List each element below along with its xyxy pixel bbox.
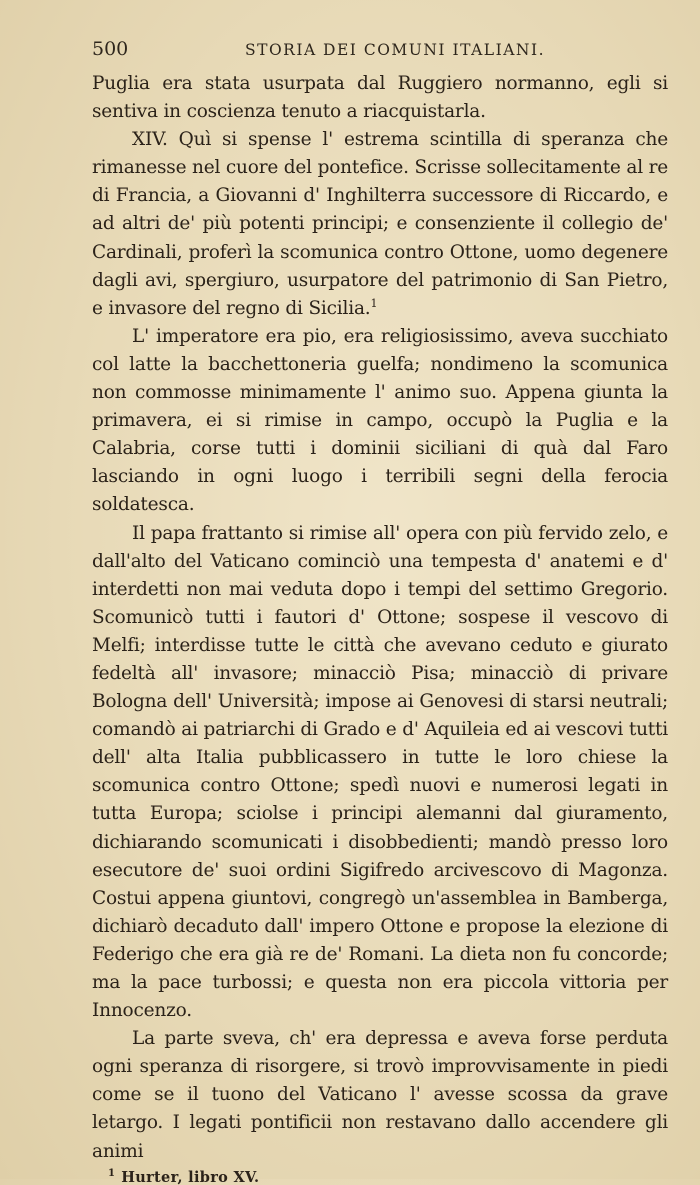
footnote-reference: 1 (370, 296, 378, 310)
paragraph-4: Il papa frattanto si rimise all' opera con più fervido zelo, e dall'alto del Vaticano cominciò una tempesta d' anatemi e d' interdetti non mai veduta dopo i tempi del settimo Gregorio. Scomunicò tutti i fautori d' Ottone; sospese il vescovo di Melfi; interdisse tutte le città che avevano ceduto e giurato fedeltà all' invasore; minacciò Pisa; minacciò di privare Bologna dell' Università; impose ai Genovesi di starsi neutrali; comandò ai patriarchi di Grado e d' Aquileia ed ai vescovi tutti dell' alta Italia pubblicassero in tutte le loro chiese la scomunica contro Ottone; spedì nuovi e numerosi legati in tutta Europa; sciolse i principi alemanni dal giuramento, dichiarando scomunicati i disobbedienti; mandò presso loro esecutore de' suoi ordini Sigifredo arcivescovo di Magonza. Costui appena giuntovi, congregò un'assemblea in Bamberga, dichiarò decaduto dall' impero Ottone e propose la elezione di Federigo che era già re de' Romani. La dieta non fu concorde; ma la pace turbossi; e questa non era piccola vittoria per Innocenzo. (92, 522, 668, 1022)
page-number: 500 (92, 38, 129, 60)
paragraph-2-text: XIV. Quì si spense l' estrema scintilla di speranza che rimanesse nel cuore del pontefice. Scrisse sollecitamente al re di Francia, a Giovanni d' Inghilterra successore di Riccardo, e ad altri de' più potenti principi; e consenziente il collegio de' Cardinali, proferì la scomunica contro Ottone, uomo degenere dagli avi, spergiuro, usurpatore del patrimonio di San Pietro, e invasore del regno di Sicilia. (92, 129, 668, 319)
paragraph-3: L' imperatore era pio, era religiosissimo, aveva succhiato col latte la bacchettoneria guelfa; nondimeno la scomunica non commosse minimamente l' animo suo. Appena giunta la primavera, ei si rimise in campo, occupò la Puglia e la Calabria, corse tutti i dominii siciliani di quà dal Faro lasciando in ogni luogo i terribili segni della ferocia soldatesca. (92, 325, 668, 516)
body-text (92, 70, 668, 1166)
paragraph-2 (92, 126, 668, 323)
footnote-text: Hurter, libro XV. (121, 1168, 260, 1185)
paragraph-1: Puglia era stata usurpata dal Ruggiero normanno, egli si sentiva in coscienza tenuto a riacquistarla. (92, 73, 668, 123)
paragraph-5: La parte sveva, ch' era depressa e aveva forse perduta ogni speranza di risorgere, si trovò improvvisamente in piedi come se il tuono del Vaticano l' avesse scossa da grave letargo. I legati pontificii non restavano dallo accendere gli animi (92, 1028, 668, 1162)
running-head (92, 38, 668, 70)
footnote (92, 1168, 668, 1185)
footnote-mark: 1 (108, 1167, 116, 1179)
running-title: STORIA DEI COMUNI ITALIANI. (244, 41, 545, 59)
book-page (92, 38, 668, 1185)
